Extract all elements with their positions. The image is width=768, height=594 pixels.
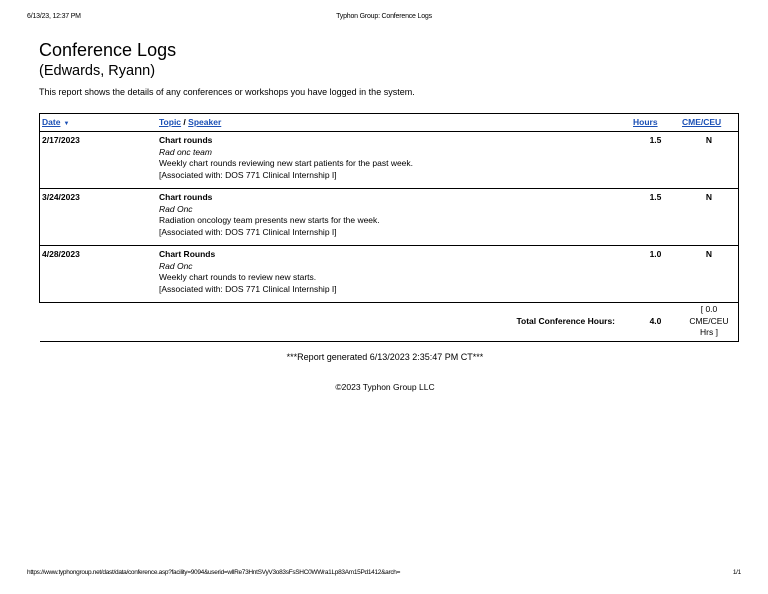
print-datetime: 6/13/23, 12:37 PM [27,13,81,20]
row-description: Weekly chart rounds to review new starts. [159,272,317,282]
column-header-topic-speaker [157,114,631,132]
total-hours-label: Total Conference Hours: [40,303,632,342]
row-association: [Associated with: DOS 771 Clinical Internship I] [159,226,337,237]
column-header-date [40,114,158,132]
row-speaker: Rad onc team [159,146,212,157]
column-header-hours [631,114,680,132]
report-generated-note: ***Report generated 6/13/2023 2:35:47 PM CT*** [286,351,484,362]
row-date: 3/24/2023 [40,189,158,246]
student-name: (Edwards, Ryann) [39,63,156,79]
row-hours: 1.5 [631,132,680,189]
row-association: [Associated with: DOS 771 Clinical Internship I] [159,283,337,294]
row-topic: Chart rounds [159,135,213,145]
page-number: 1/1 [732,569,741,576]
row-topic: Chart rounds [159,192,213,202]
conference-logs-table [39,113,739,342]
total-cme-line3: Hrs ] [700,327,718,337]
copyright-notice: ©2023 Typhon Group LLC [335,381,435,392]
row-speaker: Rad Onc [159,260,193,271]
header-separator: / [183,117,186,127]
row-hours: 1.5 [631,189,680,246]
column-header-cme [680,114,739,132]
total-cme-line1: [ 0.0 [700,304,718,314]
row-description: Radiation oncology team presents new starts for the week. [159,215,380,225]
row-speaker: Rad Onc [159,203,193,214]
report-content [39,40,731,392]
sort-by-hours-link[interactable]: Hours [633,117,658,127]
caret-down-icon[interactable]: ▼ [63,121,70,127]
row-cme: N [680,246,739,303]
row-cme: N [680,189,739,246]
row-date: 4/28/2023 [40,246,158,303]
print-footer [27,569,741,579]
report-description: This report shows the details of any conferences or workshops you have logged in the system. [39,87,415,97]
print-page-title: Typhon Group: Conference Logs [336,13,432,20]
sort-by-speaker-link[interactable]: Speaker [188,117,222,127]
row-topic-cell [157,132,631,189]
total-cme-line2: CME/CEU [689,315,729,326]
sort-by-topic-link[interactable]: Topic [159,117,182,127]
row-topic-cell [157,189,631,246]
table-header-row [40,114,739,132]
page-title: Conference Logs [39,40,177,60]
table-row [40,132,739,189]
row-cme: N [680,132,739,189]
row-hours: 1.0 [631,246,680,303]
print-header [27,13,741,25]
row-association: [Associated with: DOS 771 Clinical Internship I] [159,169,337,180]
table-row [40,246,739,303]
total-row [40,303,739,342]
table-row [40,189,739,246]
sort-by-cme-link[interactable]: CME/CEU [682,117,722,127]
row-topic-cell [157,246,631,303]
sort-by-date-link[interactable]: Date [42,117,61,127]
row-topic: Chart Rounds [159,249,216,259]
print-url: https://www.typhongroup.net/dast/data/conference.asp?facility=9094&userid=wllRe73HntSVyV3o83sFsSHC0WWra1Lp83Am15Pd1412&arch= [27,569,401,576]
row-description: Weekly chart rounds reviewing new start patients for the past week. [159,158,414,168]
row-date: 2/17/2023 [40,132,158,189]
total-hours-value: 4.0 [631,303,680,342]
total-cme-cell [680,303,739,342]
